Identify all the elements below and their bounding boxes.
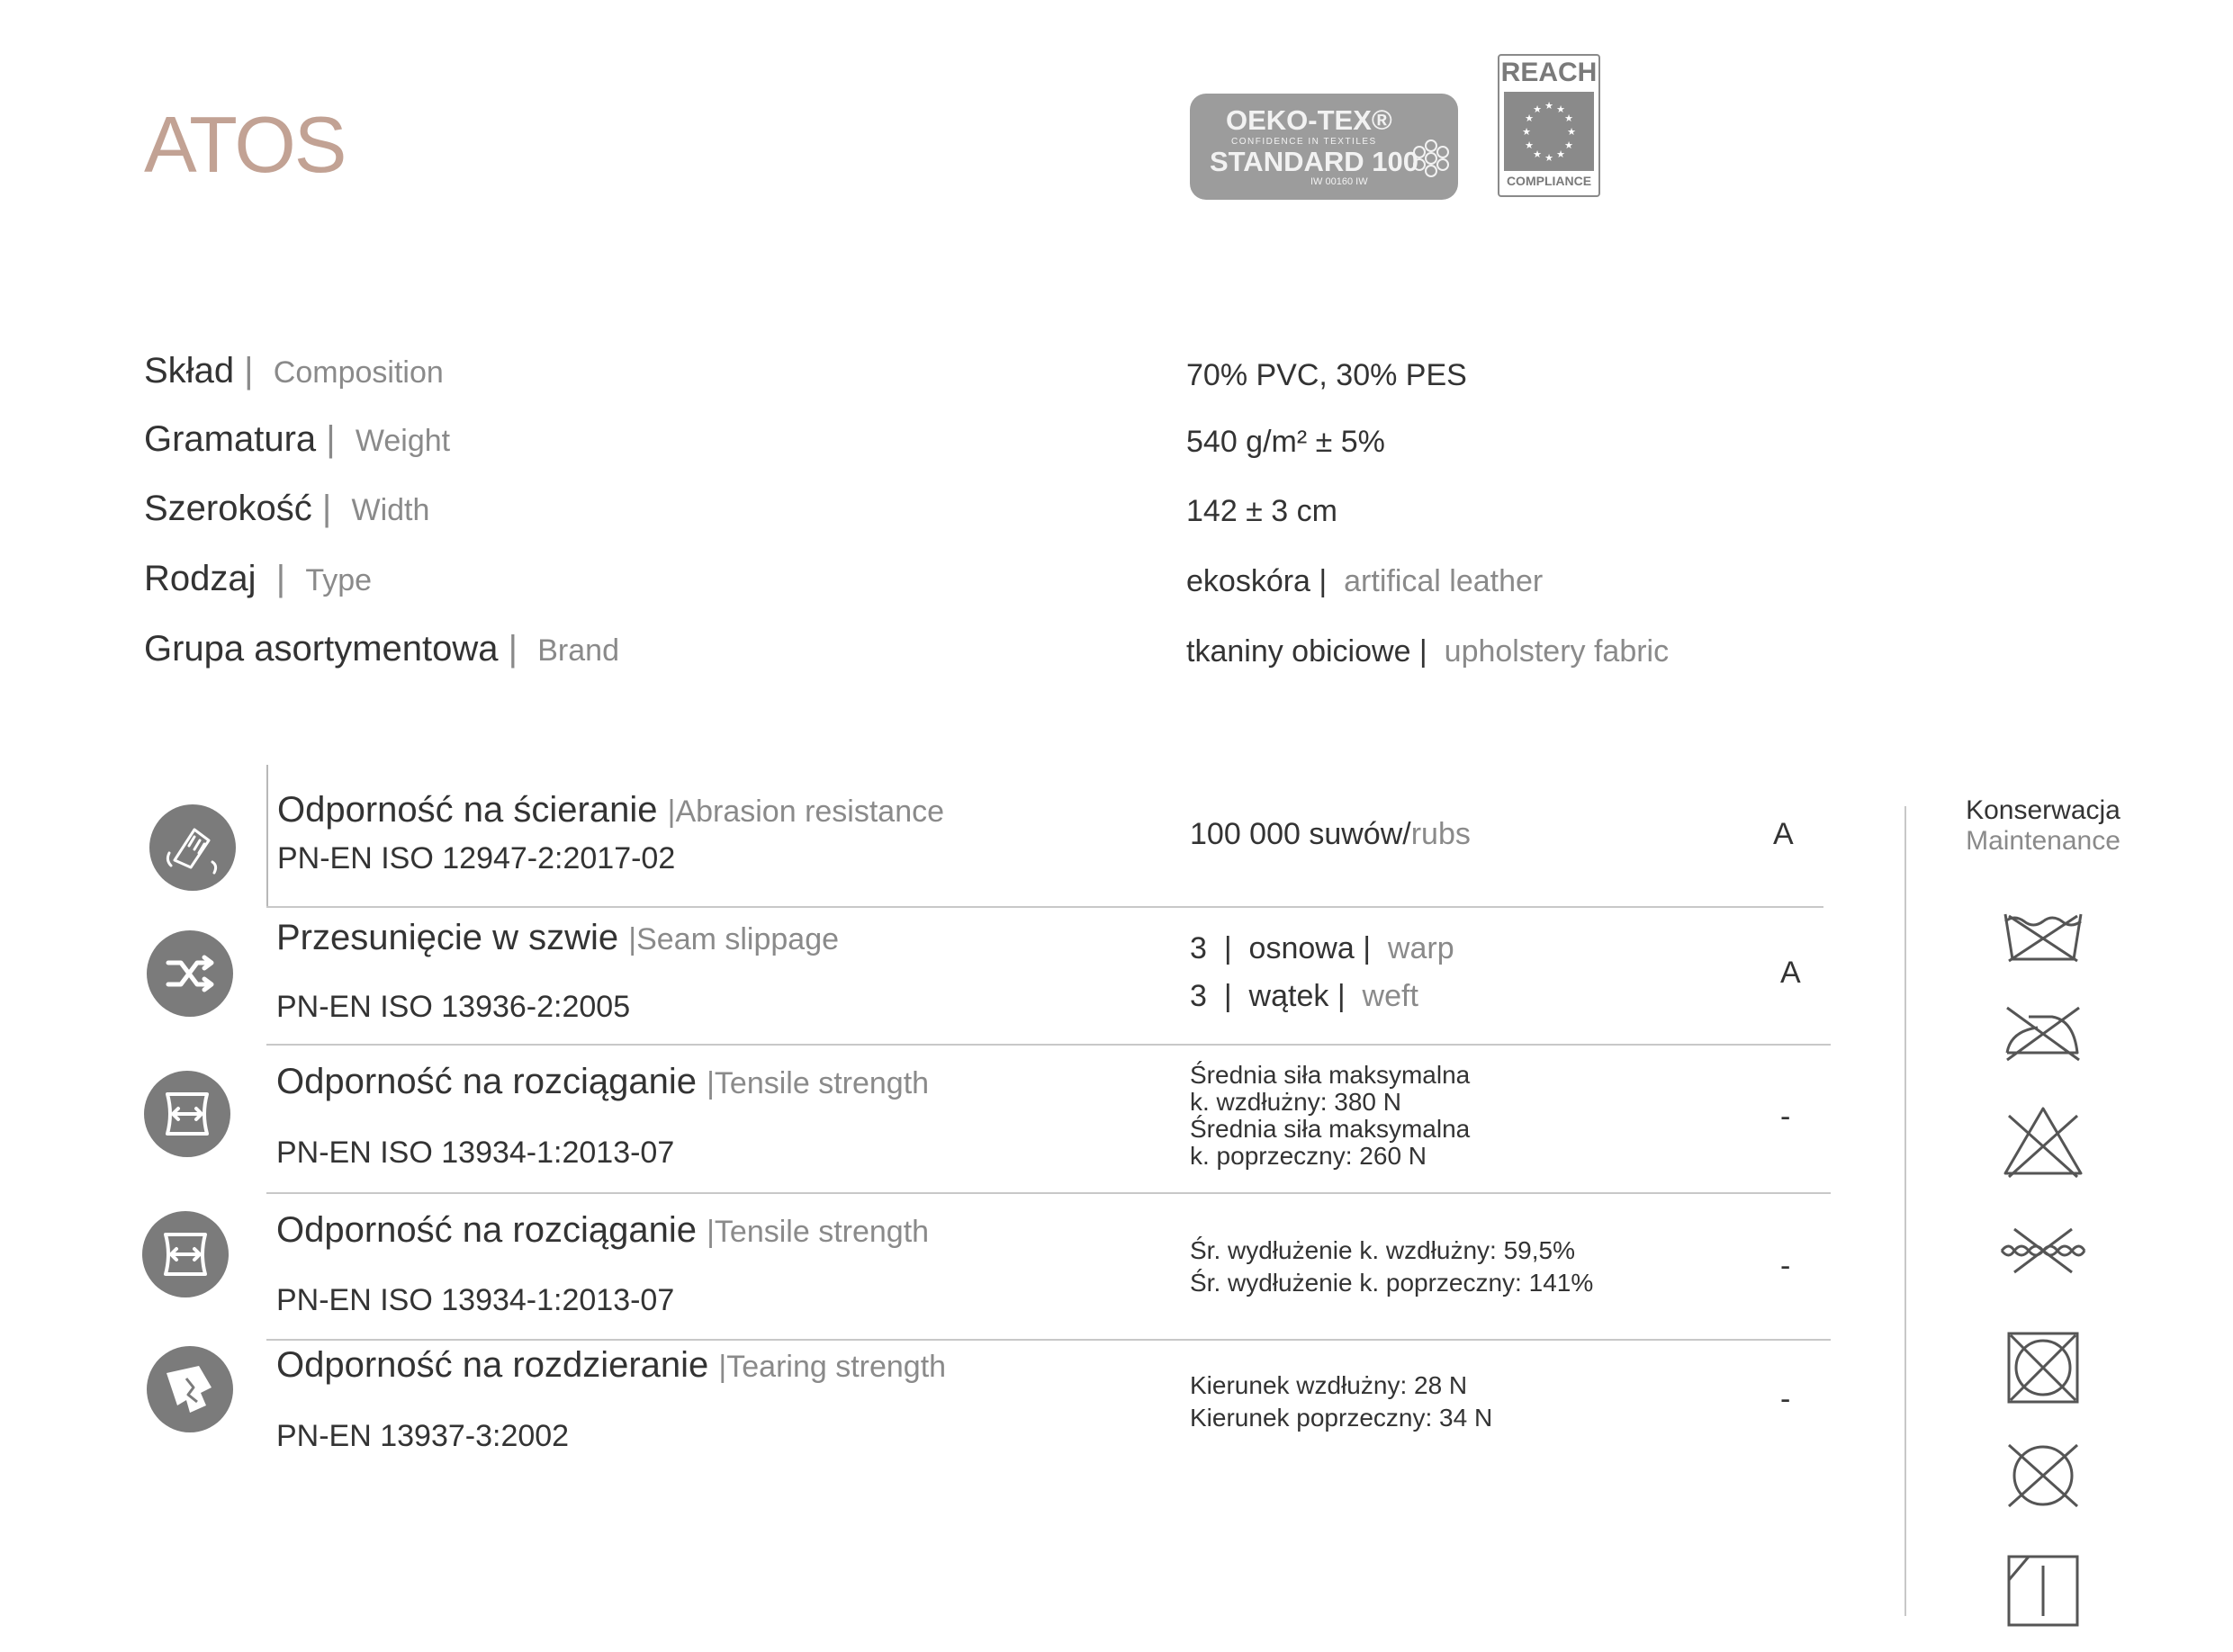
line-dry-icon [2005, 1553, 2081, 1629]
svg-text:★: ★ [1556, 103, 1565, 115]
svg-text:★: ★ [1522, 126, 1531, 138]
test-value [1190, 817, 1471, 852]
test-value-en: rubs [1410, 817, 1471, 851]
property-value: 540 g/m² ± 5% [1186, 425, 1385, 459]
property-label-en: Weight [355, 424, 451, 458]
separator: | [1206, 931, 1249, 965]
property-label: Gramatura [144, 419, 317, 459]
test-value-pl: osnowa [1248, 931, 1355, 965]
separator: | [1354, 931, 1388, 965]
test-name-pl: Odporność na ścieranie [277, 790, 658, 830]
test-standard: PN-EN ISO 12947-2:2017-02 [277, 841, 676, 875]
test-name-en-wrap: |Seam slippage [628, 922, 840, 956]
property-label-en: Width [351, 493, 430, 527]
svg-text:★: ★ [1564, 139, 1573, 151]
torn-fabric-icon [147, 1346, 233, 1432]
test-grade: A [1780, 956, 1801, 990]
maintenance-title: Konserwacja [1966, 795, 2120, 825]
test-standard: PN-EN 13937-3:2002 [276, 1419, 570, 1453]
test-value-lines [1190, 1062, 1470, 1170]
test-value-row [1190, 979, 1418, 1014]
test-name-en: Tearing strength [726, 1350, 947, 1384]
do-not-wash-icon [2002, 909, 2084, 966]
property-value: 70% PVC, 30% PES [1186, 358, 1467, 392]
separator: | [1410, 634, 1445, 669]
test-value-line: k. wzdłużny: 380 N [1190, 1088, 1401, 1116]
test-grade: - [1780, 1249, 1791, 1283]
separator: | [1310, 564, 1345, 598]
property-value: 142 ± 3 cm [1186, 494, 1337, 528]
reach-caption: COMPLIANCE [1506, 174, 1592, 188]
oekotex-line1: OEKO-TEX® [1226, 104, 1392, 136]
property-value-row [1186, 634, 1669, 669]
test-value-line: Śr. wydłużenie k. wzdłużny: 59,5% [1190, 1236, 1575, 1264]
svg-text:★: ★ [1544, 152, 1553, 164]
separator: | [1328, 979, 1363, 1013]
row-divider [266, 906, 1823, 908]
property-row [144, 419, 450, 460]
property-value-en: artifical leather [1344, 564, 1544, 598]
test-standard: PN-EN ISO 13936-2:2005 [276, 990, 631, 1024]
test-name [276, 1210, 929, 1251]
svg-text:★: ★ [1567, 126, 1576, 138]
test-name-pl: Przesunięcie w szwie [276, 918, 619, 957]
maintenance-title-en: Maintenance [1966, 826, 2120, 856]
test-value-pl: wątek [1248, 979, 1329, 1013]
row-divider [266, 1192, 1831, 1194]
row-divider [266, 1044, 1831, 1046]
test-name [276, 1345, 946, 1386]
property-label-en: Composition [273, 355, 444, 390]
test-name [276, 918, 839, 958]
test-name-en-wrap: |Tearing strength [718, 1350, 947, 1384]
svg-text:★: ★ [1525, 112, 1534, 124]
test-name-en-wrap: |Abrasion resistance [667, 795, 945, 829]
property-row [144, 629, 619, 669]
stretch-arrows-icon [142, 1211, 229, 1297]
separator: | [316, 419, 356, 459]
property-label-en: Type [305, 563, 373, 597]
test-value-en: weft [1362, 979, 1418, 1013]
test-name-en: Seam slippage [636, 922, 840, 956]
svg-text:★: ★ [1544, 100, 1553, 112]
svg-text:★: ★ [1556, 148, 1565, 160]
eu-stars-icon [1504, 92, 1594, 171]
property-value: ekoskóra [1186, 564, 1310, 598]
property-row [144, 489, 429, 529]
do-not-wring-icon [1998, 1226, 2088, 1276]
separator: | [256, 559, 306, 598]
property-label-en: Brand [537, 633, 619, 668]
test-name-en: Abrasion resistance [675, 795, 945, 829]
property-row [144, 559, 372, 599]
property-row [144, 351, 444, 391]
svg-text:★: ★ [1533, 103, 1542, 115]
shuffle-arrows-icon [147, 930, 233, 1017]
test-grade: - [1780, 1382, 1791, 1416]
stretch-arrows-icon [144, 1071, 230, 1157]
property-label: Rodzaj [144, 559, 257, 598]
do-not-bleach-icon [2002, 1105, 2084, 1179]
svg-text:★: ★ [1525, 139, 1534, 151]
do-not-tumble-dry-icon [2005, 1330, 2081, 1405]
separator: | [1206, 979, 1249, 1013]
oekotex-line2: CONFIDENCE IN TEXTILES [1231, 137, 1377, 147]
svg-text:★: ★ [1564, 112, 1573, 124]
separator: | [311, 489, 352, 528]
test-name-pl: Odporność na rozdzieranie [276, 1345, 709, 1385]
test-value-num: 3 [1190, 979, 1207, 1013]
reach-badge [1498, 54, 1600, 197]
test-value-en: warp [1387, 931, 1454, 965]
test-value-line: k. poprzeczny: 260 N [1190, 1142, 1427, 1170]
property-label: Grupa asortymentowa [144, 629, 499, 669]
test-value-lines [1190, 1235, 1593, 1299]
test-value-line: Średnia siła maksymalna [1190, 1115, 1471, 1143]
test-name-en: Tensile strength [714, 1215, 930, 1249]
oekotex-line4: IW 00160 IW [1310, 176, 1368, 187]
test-name [277, 790, 944, 830]
separator: | [498, 629, 538, 669]
test-value-num: 3 [1190, 931, 1207, 965]
flower-icon [1409, 137, 1453, 180]
test-value-line: Śr. wydłużenie k. poprzeczny: 141% [1190, 1269, 1594, 1297]
test-grade: - [1780, 1100, 1791, 1134]
oekotex-badge [1190, 94, 1458, 200]
test-standard: PN-EN ISO 13934-1:2013-07 [276, 1136, 675, 1170]
table-divider-vertical [266, 765, 268, 907]
test-value-line: Średnia siła maksymalna [1190, 1061, 1471, 1089]
maintenance-divider [1904, 806, 1906, 1616]
test-value-pl: 100 000 suwów/ [1190, 817, 1411, 851]
separator: | [234, 351, 274, 391]
test-name-en: Tensile strength [714, 1066, 930, 1100]
test-value-line: Kierunek wzdłużny: 28 N [1190, 1371, 1468, 1399]
reach-title: REACH [1500, 58, 1598, 87]
test-standard: PN-EN ISO 13934-1:2013-07 [276, 1283, 675, 1317]
test-name [276, 1062, 929, 1102]
test-name-pl: Odporność na rozciąganie [276, 1210, 697, 1250]
property-label: Skład [144, 351, 235, 391]
test-value-row [1190, 931, 1454, 966]
property-value-en: upholstery fabric [1444, 634, 1670, 669]
test-grade: A [1773, 817, 1794, 851]
test-value-lines [1190, 1369, 1492, 1434]
do-not-dry-clean-icon [2003, 1440, 2083, 1512]
hand-rub-icon [149, 804, 236, 891]
do-not-iron-icon [2002, 1001, 2084, 1064]
page-title: ATOS [144, 100, 346, 189]
svg-text:★: ★ [1533, 148, 1542, 160]
test-value-line: Kierunek poprzeczny: 34 N [1190, 1404, 1493, 1432]
test-name-pl: Odporność na rozciąganie [276, 1062, 697, 1101]
property-label: Szerokość [144, 489, 312, 528]
test-name-en-wrap: |Tensile strength [707, 1066, 930, 1100]
property-value-row [1186, 564, 1543, 599]
property-value: tkaniny obiciowe [1186, 634, 1411, 669]
test-name-en-wrap: |Tensile strength [707, 1215, 930, 1249]
row-divider [266, 1339, 1831, 1341]
oekotex-line3: STANDARD 100 [1210, 146, 1418, 177]
